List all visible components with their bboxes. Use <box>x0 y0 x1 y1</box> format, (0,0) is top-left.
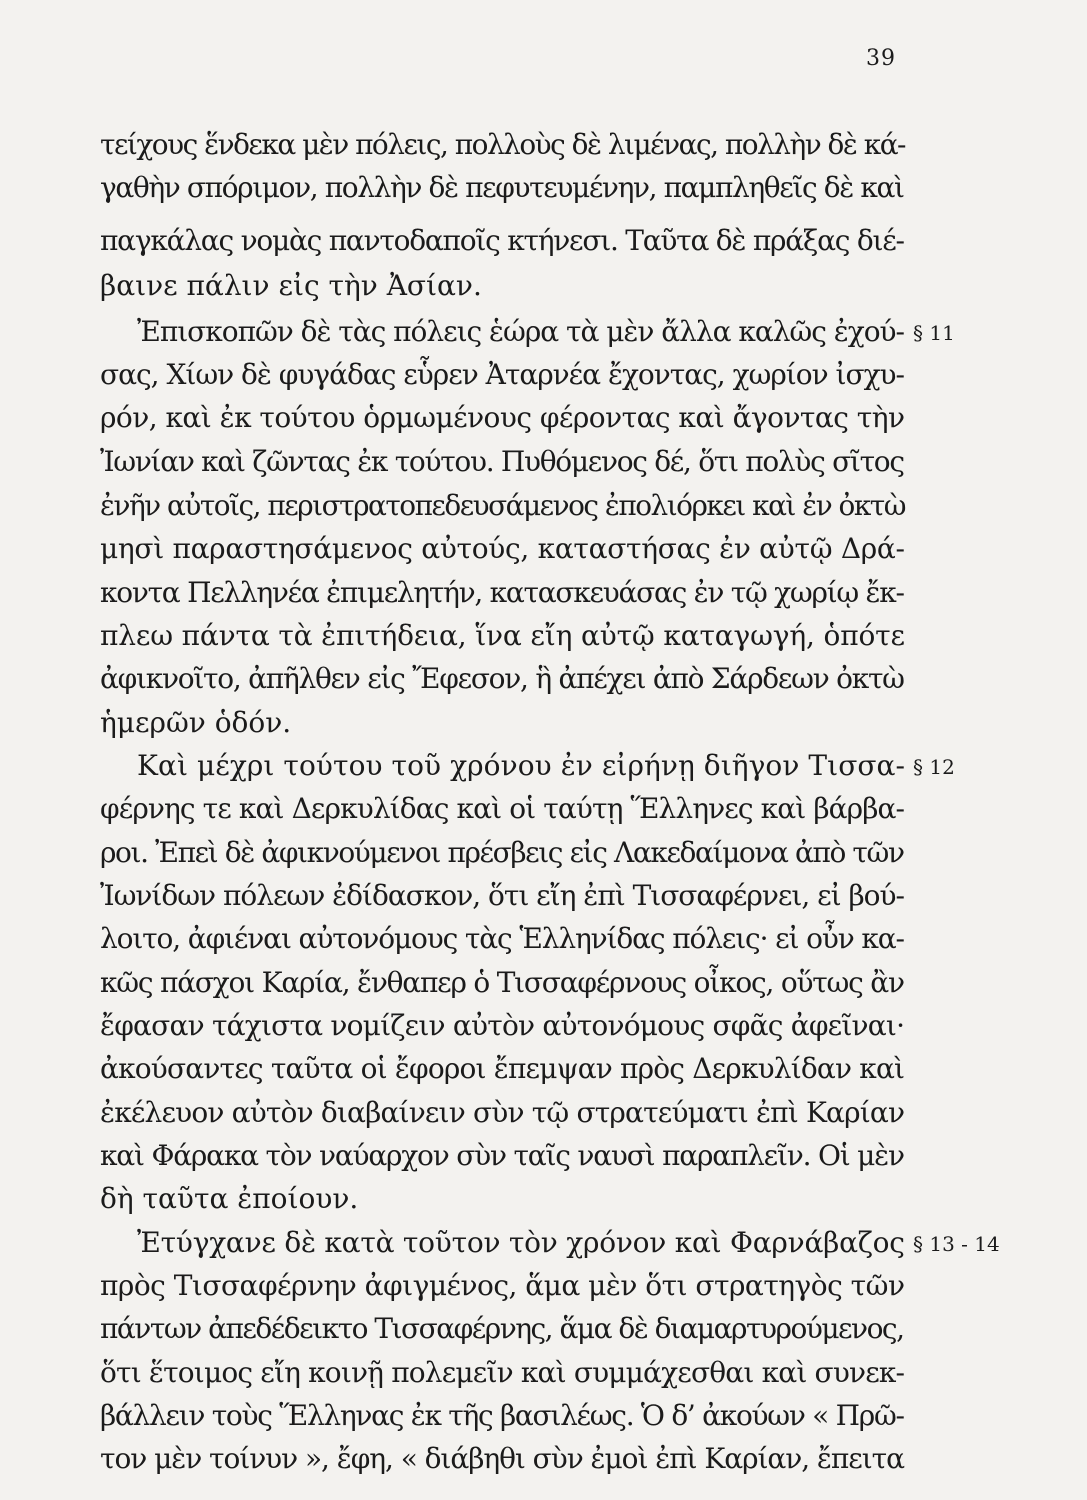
text-line: ἀφικνοῖτο, ἀπῆλθεν εἰς Ἔφεσον, ἣ ἀπέχει ἀπὸ Σάρδεων ὀκτὼ <box>100 662 904 695</box>
text-line: πλεω πάντα τὰ ἐπιτήδεια, ἵνα εἴη αὐτῷ καταγωγή, ὁπότε <box>100 619 905 652</box>
text-line: ρόν, καὶ ἐκ τούτου ὁρμωμένους φέροντας καὶ ἄγοντας τὴν <box>100 401 905 434</box>
text-line: Ἐπισκοπῶν δὲ τὰς πόλεις ἑώρα τὰ μὲν ἄλλα καλῶς ἐχού- <box>137 315 904 348</box>
text-line: γαθὴν σπόριμον, πολλὴν δὲ πεφυτευμένην, παμπληθεῖς δὲ καὶ <box>100 171 904 204</box>
text-line: τείχους ἕνδεκα μὲν πόλεις, πολλοὺς δὲ λιμένας, πολλὴν δὲ κά- <box>100 128 906 161</box>
text-line: ὅτι ἕτοιμος εἴη κοινῇ πολεμεῖν καὶ συμμάχεσθαι καὶ συνεκ- <box>100 1356 905 1389</box>
section-marker: § 13 - 14 <box>913 1232 1000 1256</box>
text-line: μησὶ παραστησάμενος αὐτούς, καταστήσας ἐν αὐτῷ Δρά- <box>100 532 905 565</box>
text-line: βαινε πάλιν εἰς τὴν Ἀσίαν. <box>100 269 482 302</box>
text-line: Ἰωνίδων πόλεων ἐδίδασκον, ὅτι εἴη ἐπὶ Τισσαφέρνει, εἰ βού- <box>100 879 904 912</box>
section-marker: § 12 <box>913 755 955 779</box>
text-line: πάντων ἀπεδέδεικτο Τισσαφέρνης, ἅμα δὲ διαμαρτυρούμενος, <box>100 1312 904 1345</box>
text-line: Ἰωνίαν καὶ ζῶντας ἐκ τούτου. Πυθόμενος δέ, ὅτι πολὺς σῖτος <box>100 445 904 478</box>
text-line: δὴ ταῦτα ἐποίουν. <box>100 1182 359 1215</box>
text-line: καὶ Φάρακα τὸν ναύαρχον σὺν ταῖς ναυσὶ παραπλεῖν. Οἱ μὲν <box>100 1139 904 1172</box>
text-line: φέρνης τε καὶ Δερκυλίδας καὶ οἱ ταύτῃ Ἕλληνες καὶ βάρβα- <box>100 792 905 825</box>
text-line: Ἐτύγχανε δὲ κατὰ τοῦτον τὸν χρόνον καὶ Φαρνάβαζος <box>137 1226 905 1259</box>
text-line: κοντα Πελληνέα ἐπιμελητήν, κατασκευάσας ἐν τῷ χωρίῳ ἔκ- <box>100 576 904 609</box>
text-line: παγκάλας νομὰς παντοδαποῖς κτήνεσι. Ταῦτα δὲ πράξας διέ- <box>100 224 904 257</box>
text-line: Καὶ μέχρι τούτου τοῦ χρόνου ἐν εἰρήνῃ διῆγον Τισσα- <box>137 749 906 782</box>
text-line: ἐκέλευον αὐτὸν διαβαίνειν σὺν τῷ στρατεύματι ἐπὶ Καρίαν <box>100 1096 905 1129</box>
page-number: 39 <box>866 46 896 71</box>
text-line: ἡμερῶν ὁδόν. <box>100 706 292 739</box>
text-line: κῶς πάσχοι Καρία, ἔνθαπερ ὁ Τισσαφέρνους οἶκος, οὕτως ἂν <box>100 966 904 999</box>
text-line: ἀκούσαντες ταῦτα οἱ ἔφοροι ἔπεμψαν πρὸς Δερκυλίδαν καὶ <box>100 1052 905 1085</box>
text-line: τον μὲν τοίνυν », ἔφη, « διάβηθι σὺν ἐμοὶ ἐπὶ Καρίαν, ἔπειτα <box>100 1442 904 1475</box>
text-line: σας, Χίων δὲ φυγάδας εὗρεν Ἀταρνέα ἔχοντας, χωρίον ἰσχυ- <box>100 358 904 391</box>
section-marker: § 11 <box>913 321 955 345</box>
text-line: ροι. Ἐπεὶ δὲ ἀφικνούμενοι πρέσβεις εἰς Λακεδαίμονα ἀπὸ τῶν <box>100 836 904 869</box>
text-line: ἔφασαν τάχιστα νομίζειν αὐτὸν αὐτονόμους σφᾶς ἀφεῖναι· <box>100 1009 905 1042</box>
text-line: ἐνῆν αὐτοῖς, περιστρατοπεδευσάμενος ἐπολιόρκει καὶ ἐν ὀκτὼ <box>100 489 906 522</box>
text-line: λοιτο, ἀφιέναι αὐτονόμους τὰς Ἑλληνίδας πόλεις· εἰ οὖν κα- <box>100 922 904 955</box>
text-line: βάλλειν τοὺς Ἕλληνας ἐκ τῆς βασιλέως. Ὁ δ’ ἀκούων « Πρῶ- <box>100 1399 904 1432</box>
text-line: πρὸς Τισσαφέρνην ἀφιγμένος, ἅμα μὲν ὅτι στρατηγὸς τῶν <box>100 1269 905 1302</box>
